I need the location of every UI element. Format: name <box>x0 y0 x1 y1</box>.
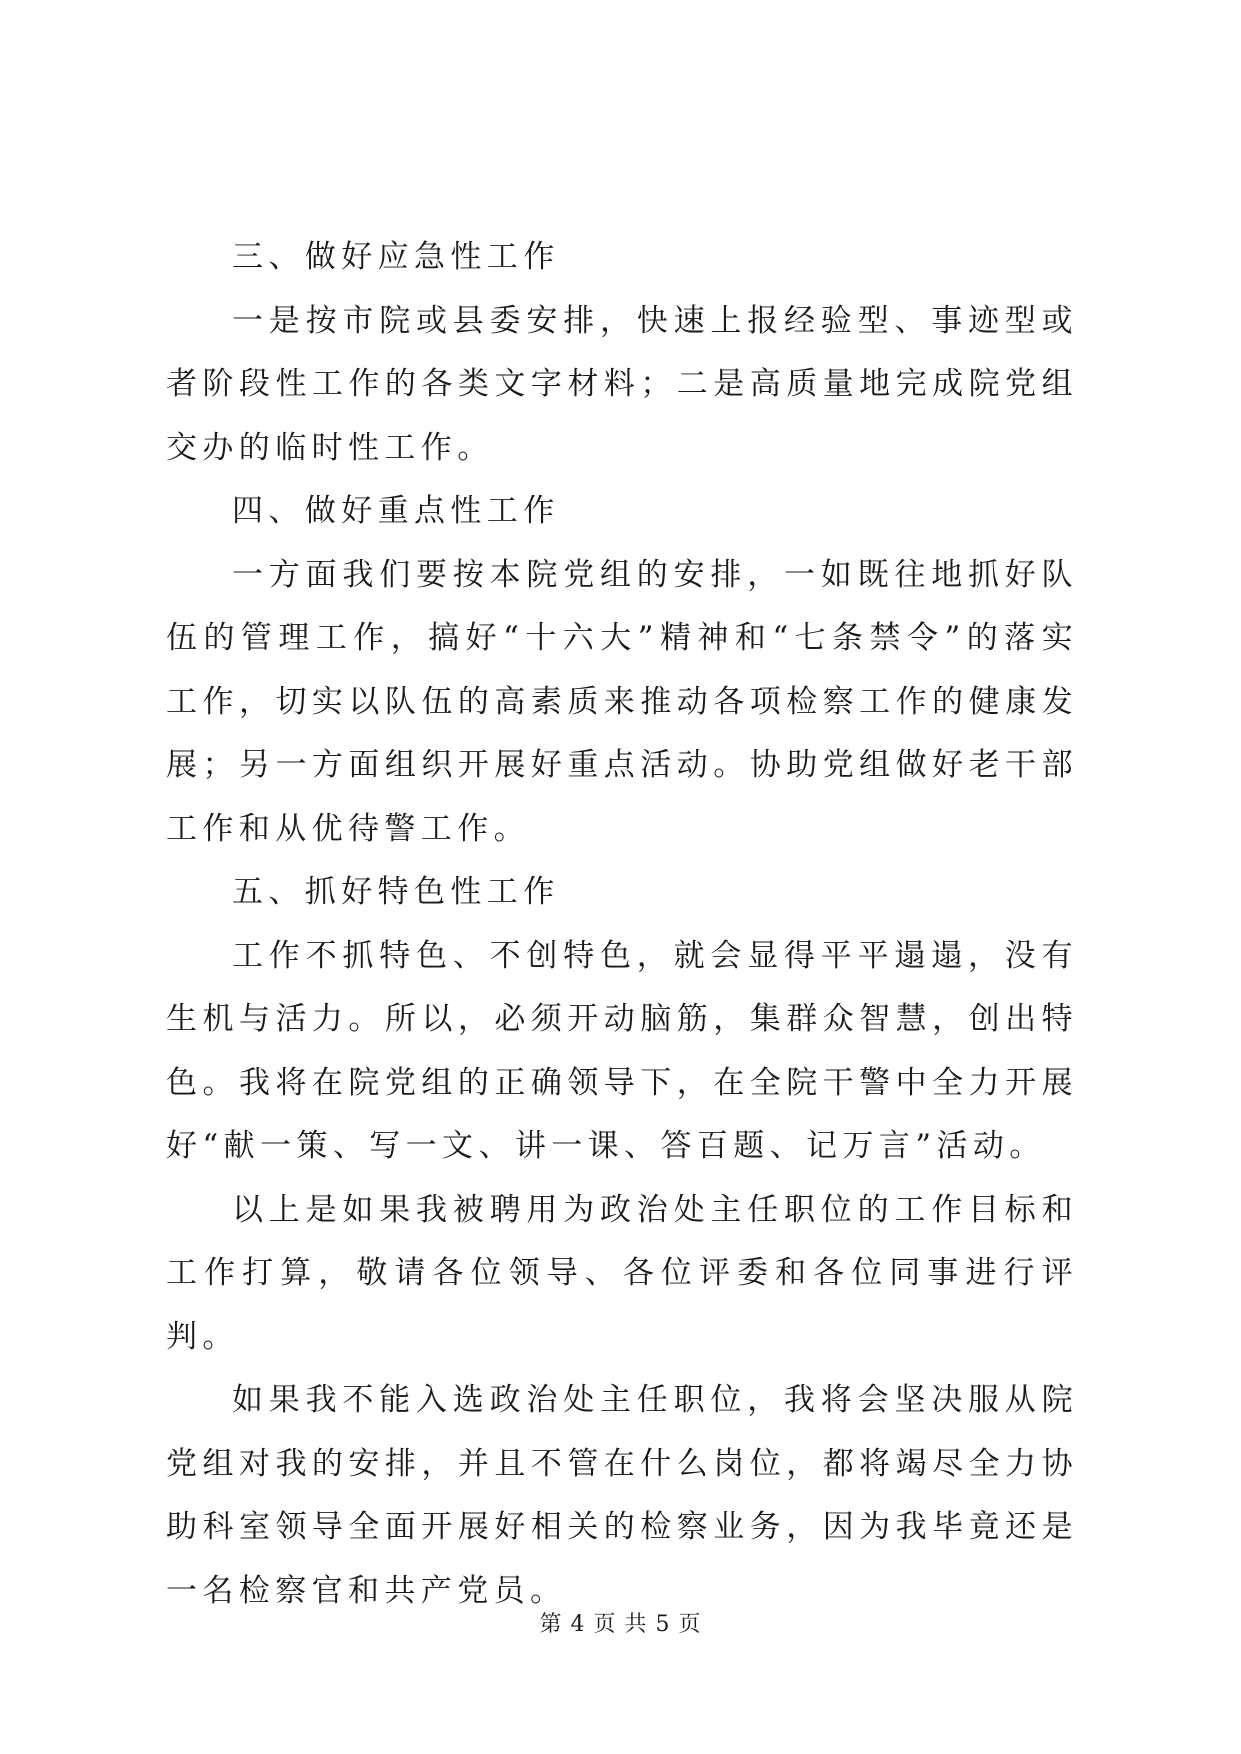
paragraph-closing: 如果我不能入选政治处主任职位，我将会坚决服从院党组对我的安排，并且不管在什么岗位，都将竭尽全力协助科室领导全面开展好相关的检察业务，因为我毕竟还是一名检察官和共产党员。 <box>166 1382 1078 1609</box>
section-heading-featured-work: 五、抓好特色性工作 <box>232 874 560 910</box>
paragraph-featured-work: 工作不抓特色、不创特色，就会显得平平遢遢，没有生机与活力。所以，必须开动脑筋，集群众智慧，创出特色。我将在院党组的正确领导下，在全院干警中全力开展好“献一策、写一文、讲一课、答百题、记万言”活动。 <box>166 937 1078 1164</box>
page-footer: 第 4 页 共 5 页 <box>539 1612 702 1637</box>
document-body <box>166 226 1078 1623</box>
paragraph-key-work: 一方面我们要按本院党组的安排，一如既往地抓好队伍的管理工作，搞好“十六大”精神和“七条禁令”的落实工作，切实以队伍的高素质来推动各项检察工作的健康发展；另一方面组织开展好重点活动。协助党组做好老干部工作和从优待警工作。 <box>166 556 1078 847</box>
section-heading-key-work: 四、做好重点性工作 <box>232 493 560 529</box>
paragraph-emergency-work: 一是按市院或县委安排，快速上报经验型、事迹型或者阶段性工作的各类文字材料；二是高质量地完成院党组交办的临时性工作。 <box>166 302 1078 466</box>
section-heading-emergency-work: 三、做好应急性工作 <box>232 239 560 275</box>
paragraph-summary: 以上是如果我被聘用为政治处主任职位的工作目标和工作打算，敬请各位领导、各位评委和各位同事进行评判。 <box>166 1191 1078 1355</box>
